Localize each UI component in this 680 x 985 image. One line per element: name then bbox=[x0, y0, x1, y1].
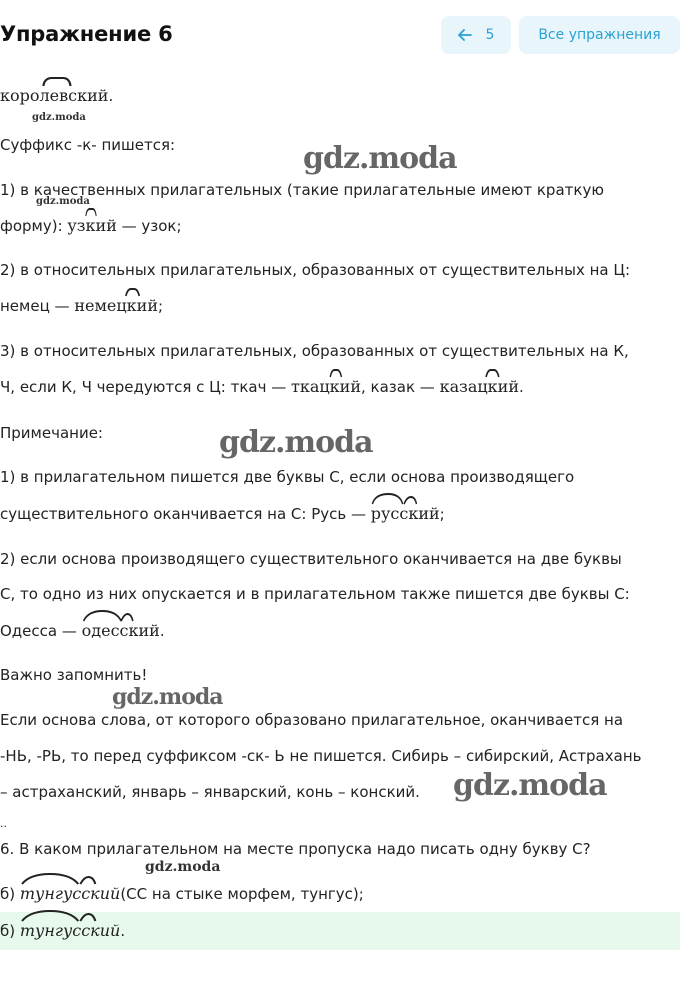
watermark-logo: gdz.moda bbox=[219, 425, 373, 460]
text-line: форму): узкий — узок; bbox=[0, 216, 182, 235]
morpheme-word: казацкий bbox=[440, 377, 519, 396]
suffix-arc-icon bbox=[0, 77, 108, 87]
text-line: Если основа слова, от которого образовано прилагательное, оканчивается на bbox=[0, 711, 624, 729]
morpheme-word: немецкий bbox=[74, 296, 158, 315]
watermark-logo: gdz.moda bbox=[32, 112, 86, 123]
text-line: 1) в прилагательном пишется две буквы С, если основа производящего bbox=[0, 468, 575, 486]
watermark-logo: gdz.moda bbox=[453, 768, 607, 803]
text-line: – астраханский, январь – январский, конь – конский. bbox=[0, 783, 420, 801]
text-line: 6. В каком прилагательном на месте пропуска надо писать одну букву С? bbox=[0, 840, 591, 858]
clipped-line bbox=[0, 62, 680, 72]
suffix-arc-icon bbox=[440, 368, 519, 378]
watermark-logo: gdz.moda bbox=[145, 859, 221, 875]
watermark-logo: gdz.moda bbox=[112, 684, 223, 710]
morpheme-word: одесский bbox=[82, 621, 160, 640]
text-line: .. bbox=[0, 817, 7, 830]
previous-exercise-label: 5 bbox=[485, 27, 495, 43]
page-title: Упражнение 6 bbox=[0, 22, 173, 46]
text-line: 3) в относительных прилагательных, образованных от существительных на К, bbox=[0, 342, 629, 360]
watermark-logo: gdz.moda bbox=[303, 141, 457, 176]
morpheme-word: тунгусский bbox=[20, 884, 120, 903]
morpheme-word: русский bbox=[371, 504, 440, 523]
all-exercises-button[interactable]: Все упражнения bbox=[519, 16, 680, 54]
morpheme-word: королевский bbox=[0, 86, 108, 105]
text-line: 2) если основа производящего существительного оканчивается на две буквы bbox=[0, 550, 622, 568]
previous-exercise-button[interactable] bbox=[441, 16, 511, 54]
text-line: Примечание: bbox=[0, 424, 103, 442]
text-line: 2) в относительных прилагательных, образованных от существительных на Ц: bbox=[0, 261, 631, 279]
text-line: немец — немецкий ; bbox=[0, 296, 163, 315]
morpheme-word: узкий bbox=[67, 216, 116, 235]
header bbox=[0, 0, 680, 70]
suffix-arc-icon bbox=[67, 207, 116, 217]
suffix-arc-icon bbox=[74, 287, 158, 297]
text-line: Одесса — одесский . bbox=[0, 621, 165, 640]
text-line: С, то одно из них опускается и в прилагательном также пишется две буквы С: bbox=[0, 585, 630, 603]
root-arc-icon bbox=[371, 495, 440, 505]
text-line: Суффикс -к- пишется: bbox=[0, 136, 176, 154]
text-line: -НЬ, -РЬ, то перед суффиксом -ск- Ь не пишется. Сибирь – сибирский, Астрахань bbox=[0, 747, 642, 765]
text-line: существительного оканчивается на С: Русь — русский ; bbox=[0, 504, 445, 523]
text-line: Важно запомнить! bbox=[0, 666, 148, 684]
suffix-arc-icon bbox=[291, 368, 361, 378]
answer-line: б) тунгусский . bbox=[0, 921, 125, 940]
text-line: б) тунгусский (СС на стыке морфем, тунгус); bbox=[0, 884, 364, 903]
morpheme-word: тунгусский bbox=[20, 921, 120, 940]
text-line: 1) в качественных прилагательных (такие прилагательные имеют краткую bbox=[0, 181, 604, 199]
root-arc-icon bbox=[82, 612, 160, 622]
root-arc-icon bbox=[20, 912, 120, 922]
text-line: королевский . bbox=[0, 86, 113, 105]
text-line: Ч, если К, Ч чередуются с Ц: ткач — ткацкий , казак — казацкий . bbox=[0, 377, 524, 396]
watermark-logo: gdz.moda bbox=[36, 196, 90, 207]
root-arc-icon bbox=[20, 875, 120, 885]
arrow-left-icon bbox=[458, 29, 472, 41]
morpheme-word: ткацкий bbox=[291, 377, 361, 396]
